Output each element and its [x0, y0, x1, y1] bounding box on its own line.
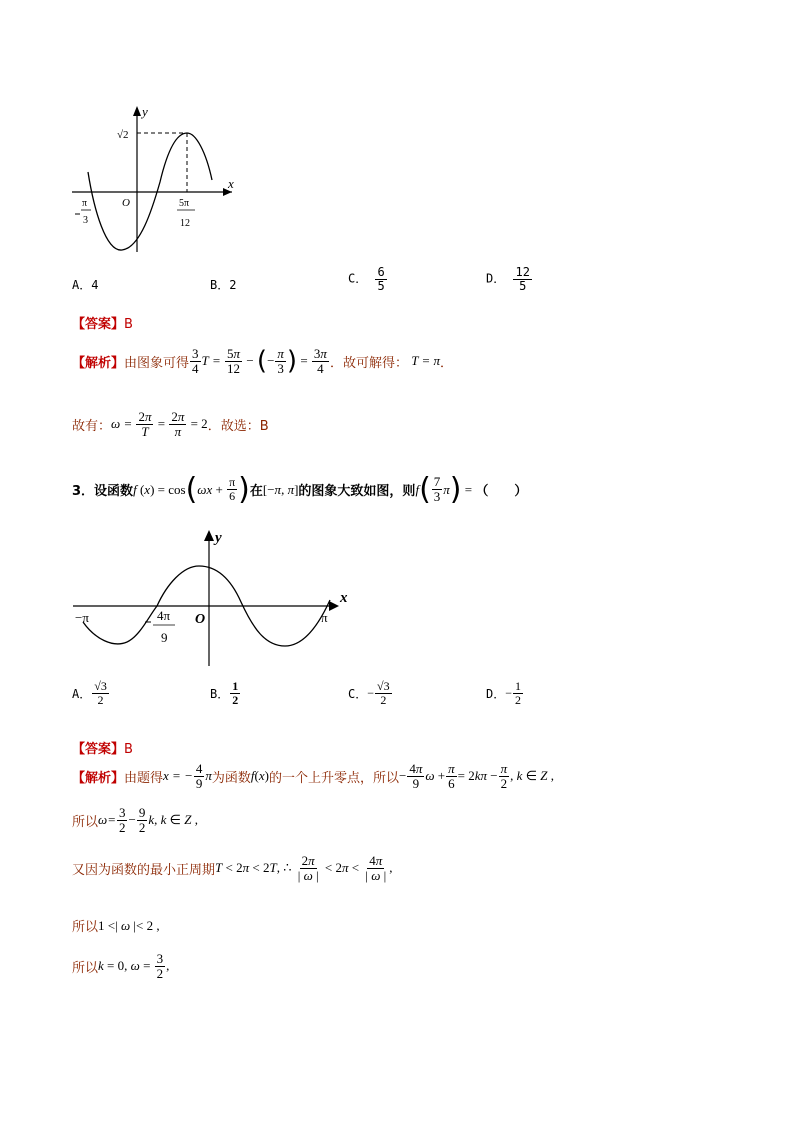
- q3-zero-num: 4π: [157, 608, 171, 623]
- q2-answer-tag: 【答案】: [72, 317, 125, 332]
- q3-k-in-z: , k ∈ Z ,: [510, 768, 554, 784]
- q2-frac-5pi-12: $\frac{5\pi}{12}$: [227, 345, 241, 376]
- q3-answer-tag: 【答案】: [72, 742, 125, 757]
- q3-option-b[interactable]: [210, 680, 241, 706]
- q2-max-label: √2: [117, 129, 129, 141]
- q2-option-c-num: 6: [377, 265, 385, 279]
- q3-option-d-minus: −: [505, 685, 513, 700]
- q2-option-b-value: 2: [229, 278, 237, 292]
- q2-origin-label: O: [122, 197, 130, 209]
- q3-analysis-line5: [72, 952, 169, 980]
- q2-pos-tick-num: 5π: [179, 198, 190, 209]
- q3-number: 3．: [72, 484, 95, 499]
- q2-expr-T-pi: T = π: [407, 353, 440, 368]
- q3-x-label: x: [340, 590, 348, 606]
- q2-option-c-den: 5: [377, 278, 385, 293]
- q2-option-c-label: C．: [348, 271, 368, 286]
- q3-k-zero: k = 0, ω =: [98, 958, 154, 974]
- q3-omega-range: 1 <| ω |< 2 ,: [98, 917, 160, 933]
- q2-answer-value: B: [124, 317, 133, 332]
- q2-analysis-tail: ．故可解得：: [329, 355, 408, 371]
- q3-line1-b: 为函数: [211, 770, 251, 786]
- q3-option-a-fraction: $\frac{√3}{2}$: [94, 679, 107, 707]
- q2-expr-minus: −: [243, 353, 257, 368]
- q3-f-paren-open: (: [419, 472, 431, 507]
- q3-stem-2: 在: [249, 484, 263, 499]
- q3-option-a[interactable]: [72, 680, 110, 706]
- q3-answer: [72, 738, 133, 757]
- q2-analysis: [72, 346, 453, 376]
- q2-neg-tick-den: 3: [83, 215, 88, 226]
- q2-analysis-end: ．: [439, 355, 453, 371]
- q3-omega-eq: ω=: [98, 812, 116, 828]
- q2-frac-pi-3: $\frac{\pi}{3}$: [277, 345, 284, 376]
- q3-cos-paren-close: ): [238, 472, 250, 507]
- q2-option-c-fraction: [375, 266, 386, 292]
- q3-stem-1: 设函数: [94, 484, 134, 499]
- q3-stem-3: 的图象大致如图，则: [298, 484, 416, 499]
- q3-option-d-label: D．: [486, 686, 506, 701]
- q3-frac-pi-6b: $\frac{\pi}{6}$: [448, 761, 455, 791]
- q3-option-a-label: A．: [72, 686, 92, 701]
- q3-frac-3-2b: $\frac{3}{2}$: [156, 951, 164, 981]
- q3-k-in-z-2: k, k ∈ Z ,: [148, 812, 198, 828]
- q3-option-c-label: C．: [348, 686, 368, 701]
- q2-omega-line: [72, 410, 269, 438]
- q3-omega-plus: ω +: [425, 768, 446, 784]
- q2-option-d-den: 5: [519, 278, 527, 293]
- q2-paren-close: ): [286, 346, 298, 376]
- q3-option-d-fraction: $\frac{1}{2}$: [515, 679, 522, 707]
- q3-x-eq: x = −: [163, 768, 193, 784]
- q3-period-ineq: T < 2π < 2T, ∴: [215, 860, 295, 876]
- q3-interval: [−π, π]: [262, 481, 299, 497]
- q2-option-b-label: B．: [210, 278, 230, 292]
- q2-expr-T: T =: [201, 353, 225, 368]
- q2-option-b[interactable]: [210, 276, 236, 293]
- q3-origin-label: O: [195, 612, 206, 627]
- q3-zero-den: 9: [161, 630, 168, 645]
- q3-frac-9-2: $\frac{9}{2}$: [138, 805, 146, 835]
- q2-neg-tick-num: π: [82, 198, 88, 209]
- q2-y-arrow: [133, 106, 141, 116]
- q3-option-d[interactable]: [486, 680, 524, 706]
- q3-func-f2: f: [415, 481, 420, 497]
- q3-comma-3: ,: [389, 860, 393, 876]
- q3-stem-4: （ ）: [475, 484, 528, 499]
- q3-graph: [65, 524, 365, 674]
- q3-line1-a: 由题得: [124, 770, 164, 786]
- q3-frac-4pi-9: $\frac{4\pi}{9}$: [409, 761, 423, 791]
- q3-analysis-line1: [72, 762, 554, 790]
- q3-x-arrow: [329, 601, 339, 611]
- q2-so-have: 故有：: [72, 418, 112, 434]
- q2-x-label: x: [228, 176, 234, 191]
- q3-comma-5: ,: [166, 958, 170, 974]
- q3-eq-2kpi: = 2kπ −: [457, 768, 498, 784]
- q2-option-d-num: 12: [515, 265, 530, 279]
- q2-option-c[interactable]: [348, 266, 388, 292]
- q2-so-choose: ．故选：B: [207, 418, 269, 434]
- q2-pos-tick-den: 12: [180, 218, 190, 229]
- q3-right-label: π: [321, 610, 328, 625]
- q2-y-label: y: [142, 104, 148, 119]
- q2-option-a[interactable]: [72, 276, 98, 293]
- q3-analysis-line3: [72, 854, 392, 882]
- q3-option-b-label: B．: [210, 686, 230, 701]
- q3-minus-2: −: [128, 812, 136, 828]
- q2-option-a-label: A．: [72, 278, 92, 292]
- q3-line5-a: 所以: [72, 960, 99, 976]
- q3-answer-value: B: [124, 742, 133, 757]
- q3-y-label: y: [215, 530, 222, 546]
- q3-line2-a: 所以: [72, 814, 99, 830]
- q3-option-c-minus: −: [367, 685, 375, 700]
- q3-pi-1: π: [205, 768, 212, 784]
- q3-line3-a: 又因为函数的最小正周期: [72, 862, 216, 878]
- q3-y-arrow: [204, 530, 214, 541]
- q2-frac-2pi-pi: $\frac{2\pi}{\pi}$: [171, 409, 185, 439]
- q2-option-d-fraction: [513, 266, 531, 292]
- q3-fx: f(x): [250, 768, 269, 784]
- q3-option-c[interactable]: [348, 680, 393, 706]
- q3-eq: =: [461, 481, 476, 497]
- q3-line1-c: 的一个上升零点，所以: [268, 770, 399, 786]
- q3-frac-4-9: $\frac{4}{9}$: [195, 761, 203, 791]
- q2-omega: ω =: [111, 416, 136, 432]
- q2-option-d-label: D．: [486, 271, 506, 286]
- q2-expr-eq: =: [297, 353, 311, 368]
- q3-pi: π: [443, 481, 450, 497]
- q2-option-d[interactable]: [486, 266, 533, 292]
- q3-frac-pi-2: $\frac{\pi}{2}$: [500, 761, 508, 791]
- q3-left-label: −π: [75, 610, 89, 625]
- q3-option-c-fraction: $\frac{√3}{2}$: [377, 679, 390, 707]
- q2-expr-neg: −: [267, 353, 275, 368]
- q2-omega-2: = 2: [187, 416, 208, 432]
- q3-frac-3-2: $\frac{3}{2}$: [118, 805, 126, 835]
- q2-option-a-value: 4: [91, 278, 99, 292]
- q3-frac-pi-6: $\frac{\pi}{6}$: [229, 475, 236, 503]
- q2-omega-eq: =: [154, 416, 169, 432]
- q2-analysis-intro: 由图象可得: [124, 355, 190, 371]
- q3-f-paren-close: ): [449, 472, 462, 507]
- q3-analysis-line4: [72, 916, 160, 935]
- q2-frac-2pi-T: $\frac{2\pi}{T}$: [138, 409, 152, 439]
- q2-paren-open: (: [256, 346, 268, 376]
- q3-cos-paren-open: (: [185, 472, 198, 507]
- q3-analysis-line2: [72, 806, 198, 834]
- q2-graph: [60, 100, 250, 260]
- q2-answer: [72, 313, 133, 332]
- q3-frac-2pi-omega: $\frac{2\pi}{| \omega |}$: [297, 853, 319, 883]
- q2-analysis-tag: 【解析】: [72, 355, 125, 371]
- q3-stem: [72, 472, 527, 507]
- q3-lt-2pi: < 2π <: [321, 860, 363, 876]
- q3-minus-1: −: [399, 768, 407, 784]
- q2-frac-3pi-4: $\frac{3\pi}{4}$: [313, 345, 327, 376]
- q3-frac-7-3: $\frac{7}{3}$: [433, 474, 441, 504]
- q3-line4-a: 所以: [72, 920, 99, 935]
- q3-option-b-fraction: $\frac{1}{2}$: [232, 679, 239, 707]
- q3-func-f: f (x) = cos: [133, 481, 186, 497]
- q3-analysis-tag: 【解析】: [72, 770, 125, 786]
- q3-frac-4pi-omega: $\frac{4\pi}{| \omega |}$: [365, 853, 387, 883]
- q2-frac-3-4: $\frac{3}{4}$: [192, 345, 199, 376]
- q3-func-arg: ωx +: [197, 481, 227, 497]
